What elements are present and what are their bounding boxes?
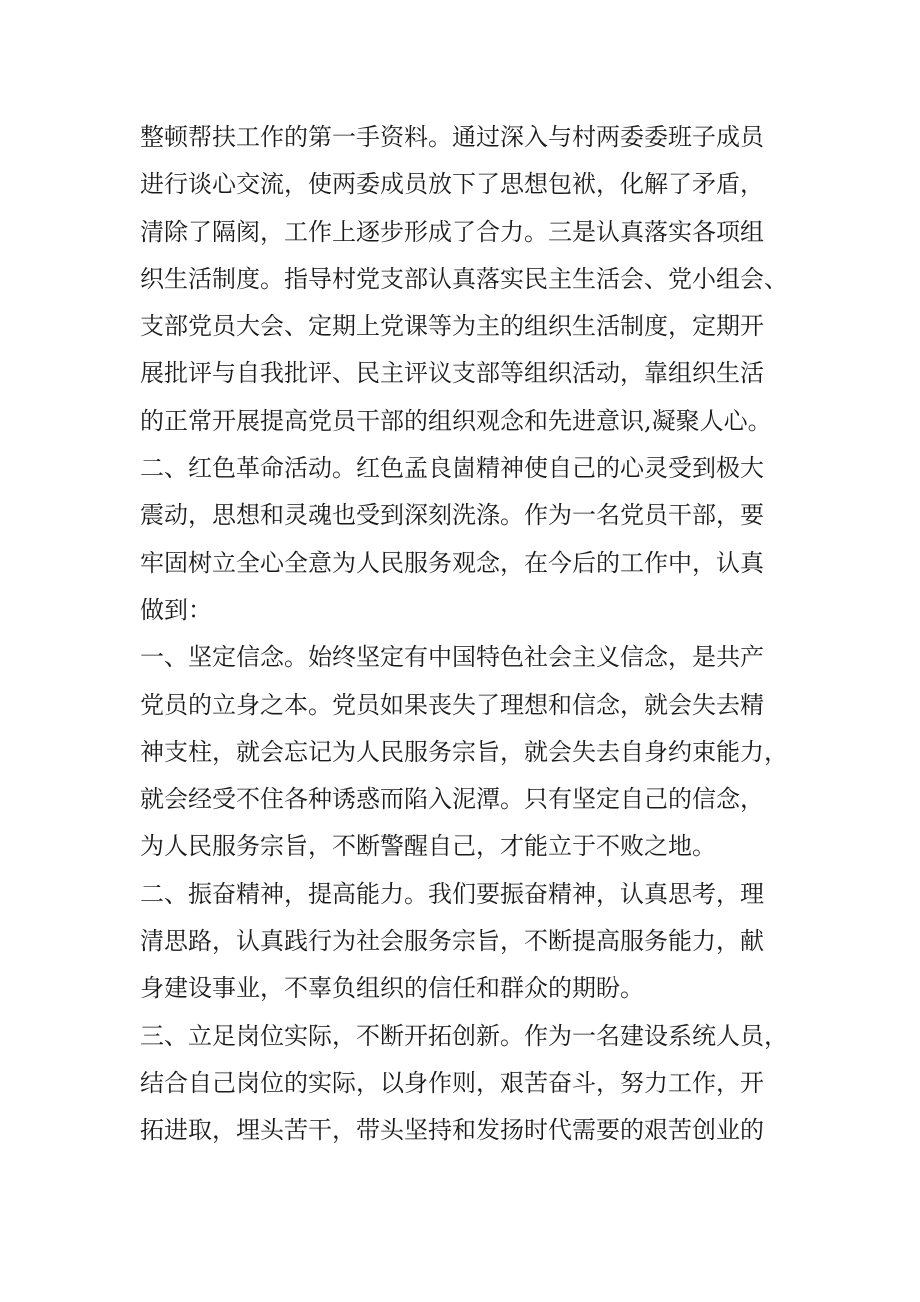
text-line-20: 三、立足岗位实际，不断开拓创新。作为一名建设系统人员， <box>140 1021 788 1050</box>
text-line-19: 身建设事业，不辜负组织的信任和群众的期盼。 <box>140 974 644 1003</box>
text-line-4: 织生活制度。指导村党支部认真落实民主生活会、党小组会、 <box>140 264 788 293</box>
text-line-1: 整顿帮扶工作的第一手资料。通过深入与村两委委班子成员 <box>140 123 764 151</box>
text-line-2: 进行谈心交流，使两委成员放下了思想包袱，化解了矛盾， <box>140 170 764 199</box>
text-line-7: 的正常开展提高党员干部的组织观念和先进意识,凝聚人心。 <box>140 406 772 435</box>
text-line-12: 一、坚定信念。始终坚定有中国特色社会主义信念，是共产 <box>140 643 764 672</box>
text-line-13: 党员的立身之本。党员如果丧失了理想和信念，就会失去精 <box>140 690 764 719</box>
document-body <box>140 114 800 1155</box>
text-line-15: 就会经受不住各种诱惑而陷入泥潭。只有坚定自己的信念， <box>140 785 764 814</box>
text-line-17: 二、振奋精神，提高能力。我们要振奋精神，认真思考，理 <box>140 879 764 908</box>
text-line-11: 做到： <box>140 595 212 624</box>
text-line-5: 支部党员大会、定期上党课等为主的组织生活制度，定期开 <box>140 312 764 341</box>
text-line-21: 结合自己岗位的实际，以身作则，艰苦奋斗，努力工作，开 <box>140 1068 764 1097</box>
text-line-8: 二、红色革命活动。红色孟良崮精神使自己的心灵受到极大 <box>140 454 764 483</box>
text-line-14: 神支柱，就会忘记为人民服务宗旨，就会失去自身约束能力， <box>140 737 788 766</box>
text-line-10: 牢固树立全心全意为人民服务观念，在今后的工作中，认真 <box>140 548 764 577</box>
text-line-3: 清除了隔阂，工作上逐步形成了合力。三是认真落实各项组 <box>140 217 764 246</box>
text-line-18: 清思路，认真践行为社会服务宗旨，不断提高服务能力，献 <box>140 927 764 956</box>
text-line-16: 为人民服务宗旨，不断警醒自己，才能立于不败之地。 <box>140 832 716 861</box>
text-line-22: 拓进取，埋头苦干，带头坚持和发扬时代需要的艰苦创业的 <box>140 1116 764 1145</box>
text-line-6: 展批评与自我批评、民主评议支部等组织活动，靠组织生活 <box>140 359 764 388</box>
text-line-9: 震动，思想和灵魂也受到深刻洗涤。作为一名党员干部，要 <box>140 501 764 530</box>
